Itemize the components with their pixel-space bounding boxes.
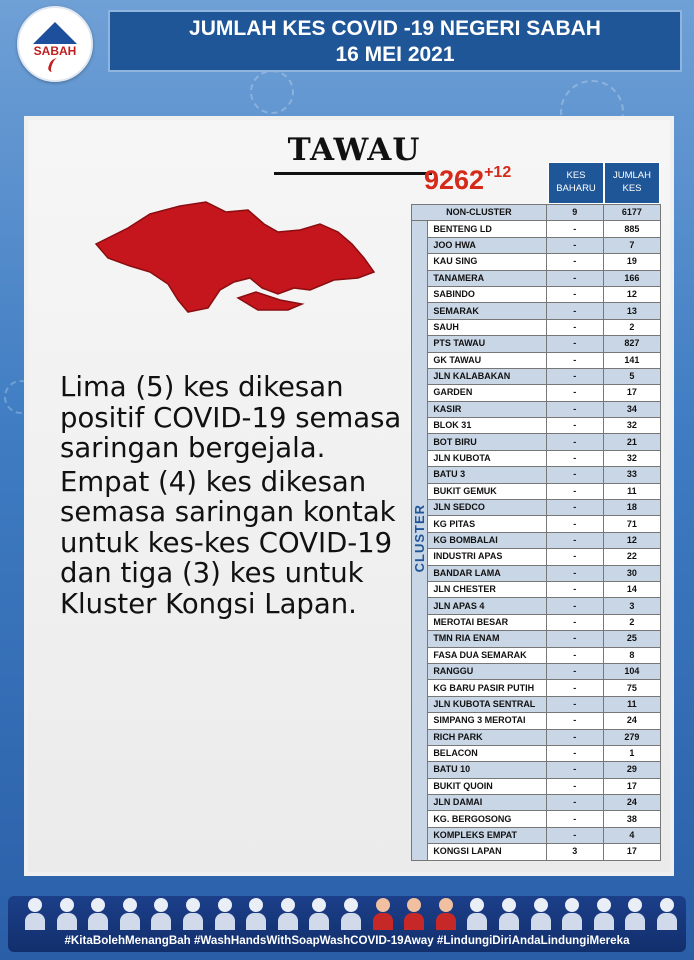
table-row <box>412 385 661 401</box>
description-paragraph-2: Empat (4) kes dikesan semasa saringan kontak untuk kes-kes COVID-19 dan tiga (3) kes untuk Kluster Kongsi Lapan. <box>60 465 396 620</box>
table-row <box>412 270 661 286</box>
cluster-name: SAUH <box>428 319 546 335</box>
row-new: 9 <box>546 205 603 221</box>
cluster-table-body <box>412 205 661 861</box>
cluster-new: - <box>546 549 603 565</box>
table-row <box>412 647 661 663</box>
table-row <box>412 581 661 597</box>
cluster-new: - <box>546 237 603 253</box>
person-figure-icon <box>435 898 457 930</box>
cluster-name: KASIR <box>428 401 546 417</box>
cluster-new: - <box>546 713 603 729</box>
cluster-name: JLN DAMAI <box>428 795 546 811</box>
table-row <box>412 827 661 843</box>
person-figure-icon <box>466 898 488 930</box>
cluster-name: BUKIT QUOIN <box>428 778 546 794</box>
cluster-total: 279 <box>603 729 660 745</box>
new-cases-delta: +12 <box>484 164 512 181</box>
cluster-total: 2 <box>603 614 660 630</box>
cluster-name: SABINDO <box>428 286 546 302</box>
cluster-total: 885 <box>603 221 660 237</box>
cluster-total: 104 <box>603 663 660 679</box>
cluster-new: - <box>546 500 603 516</box>
table-row <box>412 368 661 384</box>
table-row <box>412 221 661 237</box>
cluster-name: JLN KUBOTA <box>428 450 546 466</box>
title-banner <box>108 10 682 72</box>
table-row <box>412 516 661 532</box>
table-row <box>412 401 661 417</box>
cluster-name: BUKIT GEMUK <box>428 483 546 499</box>
cluster-name: TMN RIA ENAM <box>428 631 546 647</box>
cluster-new: - <box>546 827 603 843</box>
cluster-total: 5 <box>603 368 660 384</box>
cluster-new: - <box>546 745 603 761</box>
table-row <box>412 549 661 565</box>
cluster-label-text: CLUSTER <box>412 503 428 573</box>
cluster-name: SIMPANG 3 MEROTAI <box>428 713 546 729</box>
cluster-total: 7 <box>603 237 660 253</box>
cluster-name: BLOK 31 <box>428 418 546 434</box>
cluster-new: - <box>546 286 603 302</box>
cluster-new: - <box>546 811 603 827</box>
people-illustration <box>24 898 678 932</box>
table-row <box>412 844 661 860</box>
cluster-name: MEROTAI BESAR <box>428 614 546 630</box>
person-figure-icon <box>656 898 678 930</box>
cluster-name: JOO HWA <box>428 237 546 253</box>
table-row <box>412 614 661 630</box>
table-row <box>412 483 661 499</box>
cluster-new: - <box>546 532 603 548</box>
table-row <box>412 532 661 548</box>
cluster-name: RANGGU <box>428 663 546 679</box>
person-figure-icon <box>277 898 299 930</box>
cluster-total: 34 <box>603 401 660 417</box>
table-row <box>412 434 661 450</box>
cluster-total: 14 <box>603 581 660 597</box>
cluster-new: - <box>546 483 603 499</box>
cluster-table <box>411 204 661 861</box>
title-line-1: JUMLAH KES COVID -19 NEGERI SABAH <box>189 17 601 40</box>
person-figure-icon <box>150 898 172 930</box>
table-row <box>412 467 661 483</box>
hashtags: #KitaBolehMenangBah #WashHandsWithSoapWashCOVID-19Away #LindungiDiriAndaLindungiMereka <box>64 934 630 947</box>
cluster-new: - <box>546 385 603 401</box>
cluster-total: 75 <box>603 680 660 696</box>
table-row <box>412 713 661 729</box>
cluster-name: KG PITAS <box>428 516 546 532</box>
cluster-total: 24 <box>603 795 660 811</box>
cluster-name: GARDEN <box>428 385 546 401</box>
cluster-new: - <box>546 450 603 466</box>
person-figure-icon <box>24 898 46 930</box>
cluster-total: 12 <box>603 286 660 302</box>
cluster-new: - <box>546 565 603 581</box>
cluster-new: - <box>546 598 603 614</box>
cluster-new: - <box>546 303 603 319</box>
cluster-total: 166 <box>603 270 660 286</box>
cluster-total: 32 <box>603 450 660 466</box>
cluster-name: JLN CHESTER <box>428 581 546 597</box>
logo-swoosh-icon <box>46 58 66 72</box>
table-row <box>412 500 661 516</box>
table-row <box>412 450 661 466</box>
cluster-name: KG BOMBALAI <box>428 532 546 548</box>
cluster-total: 2 <box>603 319 660 335</box>
cluster-total: 25 <box>603 631 660 647</box>
cluster-new: - <box>546 336 603 352</box>
table-row <box>412 598 661 614</box>
cluster-total: 827 <box>603 336 660 352</box>
district-underline <box>274 172 432 175</box>
table-row <box>412 762 661 778</box>
cluster-total: 29 <box>603 762 660 778</box>
cluster-total: 21 <box>603 434 660 450</box>
person-figure-icon <box>340 898 362 930</box>
cluster-name: SEMARAK <box>428 303 546 319</box>
cluster-total: 32 <box>603 418 660 434</box>
table-row <box>412 729 661 745</box>
cluster-new: - <box>546 418 603 434</box>
table-row <box>412 418 661 434</box>
district-total <box>424 164 511 196</box>
table-row <box>412 237 661 253</box>
person-figure-icon <box>119 898 141 930</box>
cluster-name: BATU 3 <box>428 467 546 483</box>
cluster-new: 3 <box>546 844 603 860</box>
cluster-new: - <box>546 729 603 745</box>
person-figure-icon <box>87 898 109 930</box>
person-figure-icon <box>56 898 78 930</box>
cluster-new: - <box>546 631 603 647</box>
cluster-new: - <box>546 581 603 597</box>
title-line-2: 16 MEI 2021 <box>335 43 455 66</box>
cluster-new: - <box>546 516 603 532</box>
cluster-name: RICH PARK <box>428 729 546 745</box>
person-figure-icon <box>245 898 267 930</box>
row-name: NON-CLUSTER <box>412 205 547 221</box>
cluster-total: 11 <box>603 483 660 499</box>
total-value: 9262 <box>424 165 485 195</box>
cluster-new: - <box>546 401 603 417</box>
cluster-total: 141 <box>603 352 660 368</box>
cluster-total: 1 <box>603 745 660 761</box>
person-figure-icon <box>498 898 520 930</box>
row-total: 6177 <box>603 205 660 221</box>
cluster-new: - <box>546 663 603 679</box>
cluster-name: KONGSI LAPAN <box>428 844 546 860</box>
cluster-total: 3 <box>603 598 660 614</box>
cluster-name: JLN KALABAKAN <box>428 368 546 384</box>
table-row <box>412 778 661 794</box>
cluster-total: 22 <box>603 549 660 565</box>
cluster-name: BATU 10 <box>428 762 546 778</box>
cluster-name: INDUSTRI APAS <box>428 549 546 565</box>
district-name: TAWAU <box>287 132 421 168</box>
cluster-name: KG. BERGOSONG <box>428 811 546 827</box>
cluster-new: - <box>546 614 603 630</box>
cluster-total: 17 <box>603 778 660 794</box>
cluster-new: - <box>546 680 603 696</box>
person-figure-icon <box>561 898 583 930</box>
person-figure-icon <box>308 898 330 930</box>
cluster-new: - <box>546 647 603 663</box>
cluster-name: FASA DUA SEMARAK <box>428 647 546 663</box>
cluster-name: BOT BIRU <box>428 434 546 450</box>
table-row <box>412 565 661 581</box>
map-shape-island <box>238 292 302 310</box>
cluster-new: - <box>546 254 603 270</box>
table-row <box>412 696 661 712</box>
cluster-new: - <box>546 696 603 712</box>
table-row <box>412 336 661 352</box>
cluster-new: - <box>546 795 603 811</box>
cluster-name: TANAMERA <box>428 270 546 286</box>
cluster-total: 17 <box>603 844 660 860</box>
cluster-total: 17 <box>603 385 660 401</box>
cluster-name: KG BARU PASIR PUTIH <box>428 680 546 696</box>
district-map <box>88 200 378 320</box>
table-row <box>412 254 661 270</box>
person-figure-icon <box>593 898 615 930</box>
cluster-new: - <box>546 221 603 237</box>
cluster-new: - <box>546 270 603 286</box>
person-figure-icon <box>182 898 204 930</box>
cluster-name: BELACON <box>428 745 546 761</box>
cluster-new: - <box>546 319 603 335</box>
cluster-name: KOMPLEKS EMPAT <box>428 827 546 843</box>
col-header-total-cases: JUMLAH KES <box>604 162 660 204</box>
virus-decoration-icon <box>250 70 294 114</box>
table-row <box>412 680 661 696</box>
cluster-total: 8 <box>603 647 660 663</box>
description-paragraph-1: Lima (5) kes dikesan positif COVID-19 semasa saringan bergejala. <box>60 371 402 464</box>
table-row <box>412 811 661 827</box>
cluster-name: JLN APAS 4 <box>428 598 546 614</box>
person-figure-icon <box>372 898 394 930</box>
person-figure-icon <box>530 898 552 930</box>
cluster-total: 18 <box>603 500 660 516</box>
cluster-new: - <box>546 352 603 368</box>
cluster-total: 12 <box>603 532 660 548</box>
cluster-total: 11 <box>603 696 660 712</box>
cluster-new: - <box>546 762 603 778</box>
person-figure-icon <box>214 898 236 930</box>
map-shape-main <box>96 202 374 312</box>
cluster-name: GK TAWAU <box>428 352 546 368</box>
table-row <box>412 352 661 368</box>
logo-text: SABAH <box>33 44 77 58</box>
table-row-non-cluster <box>412 205 661 221</box>
table-row <box>412 663 661 679</box>
cluster-name: PTS TAWAU <box>428 336 546 352</box>
table-row <box>412 319 661 335</box>
cluster-side-label <box>412 221 428 860</box>
cluster-total: 13 <box>603 303 660 319</box>
cluster-total: 30 <box>603 565 660 581</box>
cluster-name: KAU SING <box>428 254 546 270</box>
cluster-new: - <box>546 368 603 384</box>
cluster-name: BANDAR LAMA <box>428 565 546 581</box>
table-row <box>412 286 661 302</box>
cluster-name: BENTENG LD <box>428 221 546 237</box>
cluster-new: - <box>546 434 603 450</box>
cluster-new: - <box>546 467 603 483</box>
cluster-new: - <box>546 778 603 794</box>
table-row <box>412 631 661 647</box>
table-row <box>412 795 661 811</box>
cluster-total: 4 <box>603 827 660 843</box>
description <box>60 372 415 622</box>
cluster-total: 24 <box>603 713 660 729</box>
cluster-total: 19 <box>603 254 660 270</box>
cluster-total: 71 <box>603 516 660 532</box>
cluster-total: 33 <box>603 467 660 483</box>
table-row <box>412 303 661 319</box>
table-row <box>412 745 661 761</box>
person-figure-icon <box>624 898 646 930</box>
col-header-new-cases: KES BAHARU <box>548 162 604 204</box>
cluster-name: JLN KUBOTA SENTRAL <box>428 696 546 712</box>
cluster-total: 38 <box>603 811 660 827</box>
sabah-logo <box>17 6 93 82</box>
mountain-icon <box>33 22 77 44</box>
footer-banner <box>8 896 686 952</box>
person-figure-icon <box>403 898 425 930</box>
cluster-name: JLN SEDCO <box>428 500 546 516</box>
